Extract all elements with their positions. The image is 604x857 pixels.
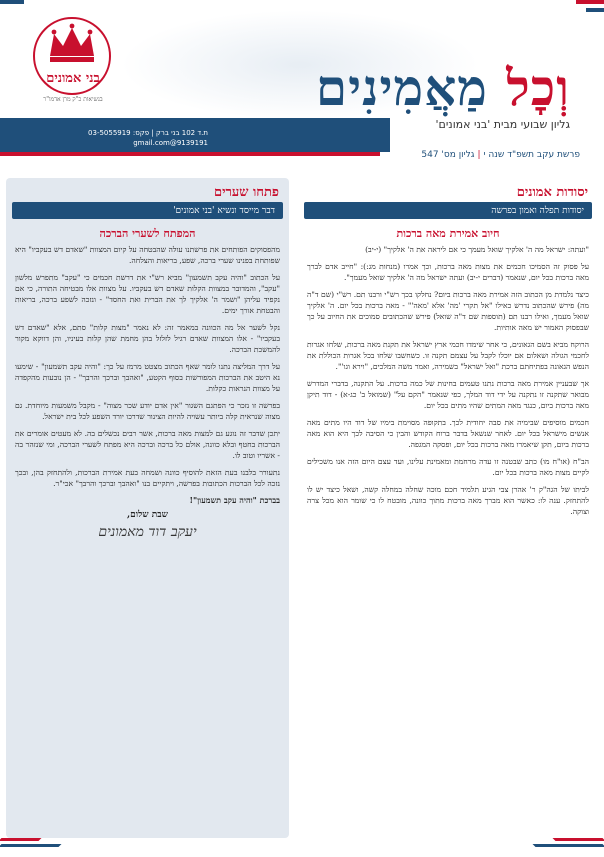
decor-stripe: [553, 838, 604, 841]
left-ribbon: [6, 178, 289, 219]
title-main: וְכׇל: [506, 58, 570, 117]
paragraph: חכמים מוסיפים שבימיה את סבה יחודית לכך. בתקופה מסוימת בימיו של דוד היו מתים מאה אנשים מישראל בכל יום. לאחר שנשאל בדבר ברוח הקודש והבין כי הסיבה לכך היא הוא מאה ברכות ביום, תקן שיאמרו מאה ברכות בכל יום, ופסקה המגפה.: [307, 418, 589, 449]
paragraph: על פסוק זה הסמיכו חכמים את מצות מאה ברכות, וכך אמרו (מנחות מג:): "חייב אדם לברך מאה ברכות בכל יום, שנאמר (דברים י-יב) ועתה ישראל מה ה' אלקיך שואל מעמך".: [307, 262, 589, 282]
paragraph: אך שבעניין אמירת מאה ברכות נתנו טעמים בחינות של כמה ברכות. על התקנה, בדברי המדרש מבואר שתקנה זו נתקנה על ידי דוד המלך, כפי שנאמר "הקם על" (שמואל ב' כג-א) - דוד תיקן מאה ברכות ביום, כנגד מאה המתים שהיו מתים בכל יום.: [307, 379, 589, 410]
decor-stripe: [533, 844, 604, 847]
paragraph: על הכתוב "והיה עקב תשמעון" מביא רש"י את דרשת חכמים כי "עקב" מתפרש מלשון "עקב", והמדובר במצוות הקלות שאדם דש בעקביו. על מצוות אלו מבטיחה התורה, כי אם נקפיד עליהן "ושמר ה' אלקיך לך את הברית ואת החסד" - ונזכה לשפע ברכה, בריאות והבטחת אורך ימים.: [15, 273, 280, 315]
issue-parasha: פרשת עקב תשפ"ד שנה י: [483, 150, 580, 160]
paragraph: לביתו של הגה"ק ר' אהרן צבי הגיע תלמיד חכם מוכה שחלה במחלה קשה, ושאל כיצד יש לו להתחזק. ענה לו: כאשר הוא מברך מאה ברכות מתוך כוונה, מובטח לו כי שומר הוא מכל צרה וצוקה.: [307, 485, 589, 516]
paragraph: כיצד נלמדת מן הכתוב הזה אמירת מאה ברכות ביום? נחלקו בכך רש"י ורבנו תם. רש"י (שם ד"ה מה) פירש שהכתוב נדרש כאילו "אל תקרי 'מה' אלא 'מאה'" - מאה ברכות בכל יום. ה' אלקיך שואל מעמך, ואילו רבנו תם (תוספות שם ד"ה שואל) פירש שהכתובים סמוכים את החיוב על כך שבפסוק האמור יש מאה אותיות.: [307, 290, 589, 332]
paragraph: נקל לשער אל מה הכוונה במאמר זה: לא נאמר "מצות קלות" סתם, אלא "שאדם דש בעקביו" - אלו המצוות שאדם רגיל לזלזל בהן מחמת שהן קלות בעיניו, והן דווקא מקור להמשכת הברכה.: [15, 323, 280, 354]
paragraph: מהפסוקים הפותחים את פרשתנו עולה שהבטחה על קיום המצוות "שאדם דש בעקביו" היא שפותחת בפנינו שערי ברכה, שפע, בריאות והצלחה.: [15, 245, 280, 265]
right-ribbon: [298, 178, 598, 219]
paragraph: נתעורר בלבנו בעת הזאת להוסיף כוונה ושמחה בעת אמירת הברכות, ולהתחזק בהן, ובכך נזכה לכל הברכות הכתובות בפרשה, ויתקיים בנו "ואהבך וברכך והרבך" אכי"ר.: [15, 468, 280, 488]
left-column: [6, 178, 289, 838]
paragraph: "ועתה: ישראל מה ה' אלקיך שואל מעמך כי אם ליראה את ה' אלקיך" (י-יב): [365, 245, 589, 254]
paragraph: הרוקח מביא בשם הגאונים, כי אחר שימדו חכמי ארץ ישראל את תקנת מאה ברכות, שלחו אגרות לחכמי הגולה ושאלום אם יוכלו לקבל על עצמם תקנה זו. כשחשבו שלחו בכל אגרות הכוללת את הנפש הגאונה בפתיחתם ברכת "ואל ישראל" בשמירה, ואמר משה המלכים, "וירא וגו'".: [307, 340, 589, 371]
paragraph: על דרך המליצה נתנו לומר שאף הכתוב מצטט מרמז על כך: "והיה עקב תשמעון" - שימעו נא היטב את הברכות המפורשות בסוף הקטע, "ואהבך וברכך והרבך" - הן נובעות מהקפדה על מצוות הנראות כקלות.: [15, 362, 280, 393]
contact-email: 9139191@gmail.com: [133, 139, 208, 147]
logo-name: בני אמונים: [46, 71, 100, 86]
contact-info: [8, 128, 208, 148]
left-body: [15, 244, 280, 489]
page-title: [210, 58, 570, 117]
contact-phone: ת.ד 102 בני ברק | פקס: 03-5055919: [88, 129, 208, 137]
right-ribbon-subtitle: יסודות תפלה ואמון בפרשה: [304, 202, 592, 219]
page-subtitle: גליון שבועי מבית 'בני אמונים': [435, 118, 570, 131]
decor-stripe: [0, 0, 24, 4]
decor-stripe: [0, 838, 42, 841]
left-ribbon-subtitle: דבר מייסד ונשיא 'בני אמונים': [12, 202, 283, 219]
page-header: [0, 0, 604, 180]
decor-stripe: [0, 844, 62, 847]
decor-stripe: [586, 8, 604, 12]
issue-number: גליון מס' 547: [421, 150, 475, 160]
closing-blessing: בברכת "והיה עקב תשמעון"!: [189, 495, 280, 505]
decor-stripe: [576, 0, 604, 4]
right-column: [298, 178, 598, 838]
title-second: מַאֲמִינִים: [315, 58, 488, 117]
left-section-title: המפתח לשערי הברכה: [99, 227, 196, 240]
issue-line: פרשת עקב תשפ"ד שנה י|גליון מס' 547: [421, 150, 580, 160]
logo-subtitle: בנשיאות כ"ק מרן אדמו"ר: [43, 96, 103, 103]
signature: יעקב דוד מאמונים: [98, 524, 197, 540]
paragraph: יתכן שדבר זה נוגע גם למצות מאה ברכות, אשר רבים נכשלים בה. לא מעטים אומרים את הברכות בחטף ובלא כוונה, אולם כל ברכה וברכה היא מפתח לשערי הברכה, ומי שנזהר בה - אשריו וטוב לו.: [15, 429, 280, 460]
shabbat-greeting: שבת שלום,: [127, 510, 168, 520]
paragraph: בפרשה זו נזכר כי הפתגם השגור "אין אדם יודע שכר מצוה" - מקבל משמעות מיוחדת. גם מצוה שנראית קלה ביותר עשויה להיות הצינור שדרכו יורד השפע לכל בית ישראל.: [15, 401, 280, 421]
right-body: [307, 244, 589, 517]
paragraph: הב"ח (או"ח מו) כתב שבטנה זו עדה מרחמת ומאמינת עלינו, ועד עצם היום הזה אנו משכילים לקיים מצות מאה ברכות בכל יום.: [307, 457, 589, 477]
right-ribbon-title: יסודות אמונים: [516, 185, 588, 200]
footer-stripes: [0, 836, 604, 857]
right-section-title: חיוב אמירת מאה ברכות: [396, 227, 500, 240]
left-ribbon-title: פתחו שערים: [213, 185, 279, 200]
